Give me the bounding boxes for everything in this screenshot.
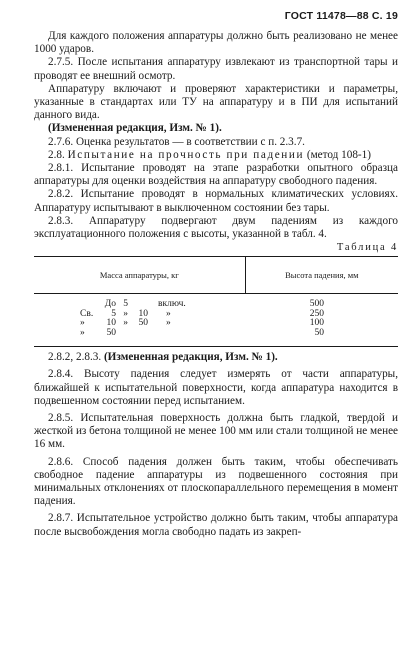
table-header-row bbox=[34, 257, 398, 294]
height-value: 250 bbox=[309, 308, 324, 319]
table-header-mass: Масса аппаратуры, кг bbox=[34, 257, 245, 294]
paragraph: 2.8.1. Испытание проводят на этапе разработки опытного образца аппаратуры для оценки воздействия на аппаратуру свободного падения. bbox=[34, 162, 398, 188]
section-heading bbox=[34, 149, 398, 162]
paragraph: 2.7.5. После испытания аппаратуру извлекают из транспортной тары и проводят ее внешний осмотр. bbox=[34, 56, 398, 82]
paragraph: 2.8.5. Испытательная поверхность должна быть гладкой, твердой и жесткой из бетона толщиной не менее 100 мм или стали толщиной не менее 16 мм. bbox=[34, 412, 398, 451]
table-row: » 10 » 50 » bbox=[80, 318, 171, 329]
height-value: 50 bbox=[314, 327, 324, 338]
paragraph: Аппаратуру включают и проверяют характеристики и параметры, указанные в стандартах или ТУ на аппаратуру и в ПИ для испытаний данного вида. bbox=[34, 82, 398, 122]
table-row: Св. 5 » 10 » bbox=[80, 308, 171, 319]
section-method: (метод 108-1) bbox=[304, 148, 371, 161]
table-row: » 50 bbox=[80, 327, 116, 338]
paragraph: 2.8.4. Высоту падения следует измерять от части аппаратуры, ближайшей к испытательной поверхности, когда аппаратура находится в подвешенном состоянии перед испытанием. bbox=[34, 368, 398, 407]
height-column bbox=[245, 294, 398, 347]
paragraph: 2.7.6. Оценка результатов — в соответствии с п. 2.3.7. bbox=[48, 135, 305, 148]
amendment-note: 2.8.2, 2.8.3. (Измененная редакция, Изм. № 1). bbox=[48, 351, 278, 364]
paragraph: 2.8.7. Испытательное устройство должно быть таким, чтобы аппаратура после высвобождения могла свободно падать из закреп- bbox=[34, 512, 398, 538]
table-caption: Таблица 4 bbox=[336, 242, 398, 254]
section-title: Испытание на прочность при падении bbox=[67, 148, 305, 161]
paragraph: 2.8.6. Способ падения должен быть таким, чтобы обеспечивать свободное падение аппаратуры из подвешенного состояния при минимальных отклонениях от плоскопараллельного перемещения в момент падения. bbox=[34, 455, 398, 508]
table-header-height: Высота падения, мм bbox=[245, 257, 398, 294]
height-value: 100 bbox=[309, 318, 324, 329]
height-value: 500 bbox=[309, 299, 324, 310]
amendment-note: (Измененная редакция, Изм. № 1). bbox=[48, 122, 222, 135]
drop-height-table bbox=[34, 256, 398, 347]
document-body bbox=[34, 30, 398, 539]
paragraph: 2.8.2. Испытание проводят в нормальных климатических условиях. Аппаратуру испытывают в выключенном состоянии без тары. bbox=[34, 188, 398, 214]
paragraph: Для каждого положения аппаратуры должно быть реализовано не менее 1000 ударов. bbox=[34, 30, 398, 56]
table-row: До 5 включ. bbox=[104, 299, 186, 310]
mass-column bbox=[34, 294, 245, 347]
paragraph: 2.8.3. Аппаратуру подвергают двум падениям из каждого эксплуатационного положения с высоты, указанной в табл. 4. bbox=[34, 214, 398, 241]
section-number: 2.8. bbox=[48, 148, 68, 161]
page-header: ГОСТ 11478—88 С. 19 bbox=[284, 10, 398, 22]
